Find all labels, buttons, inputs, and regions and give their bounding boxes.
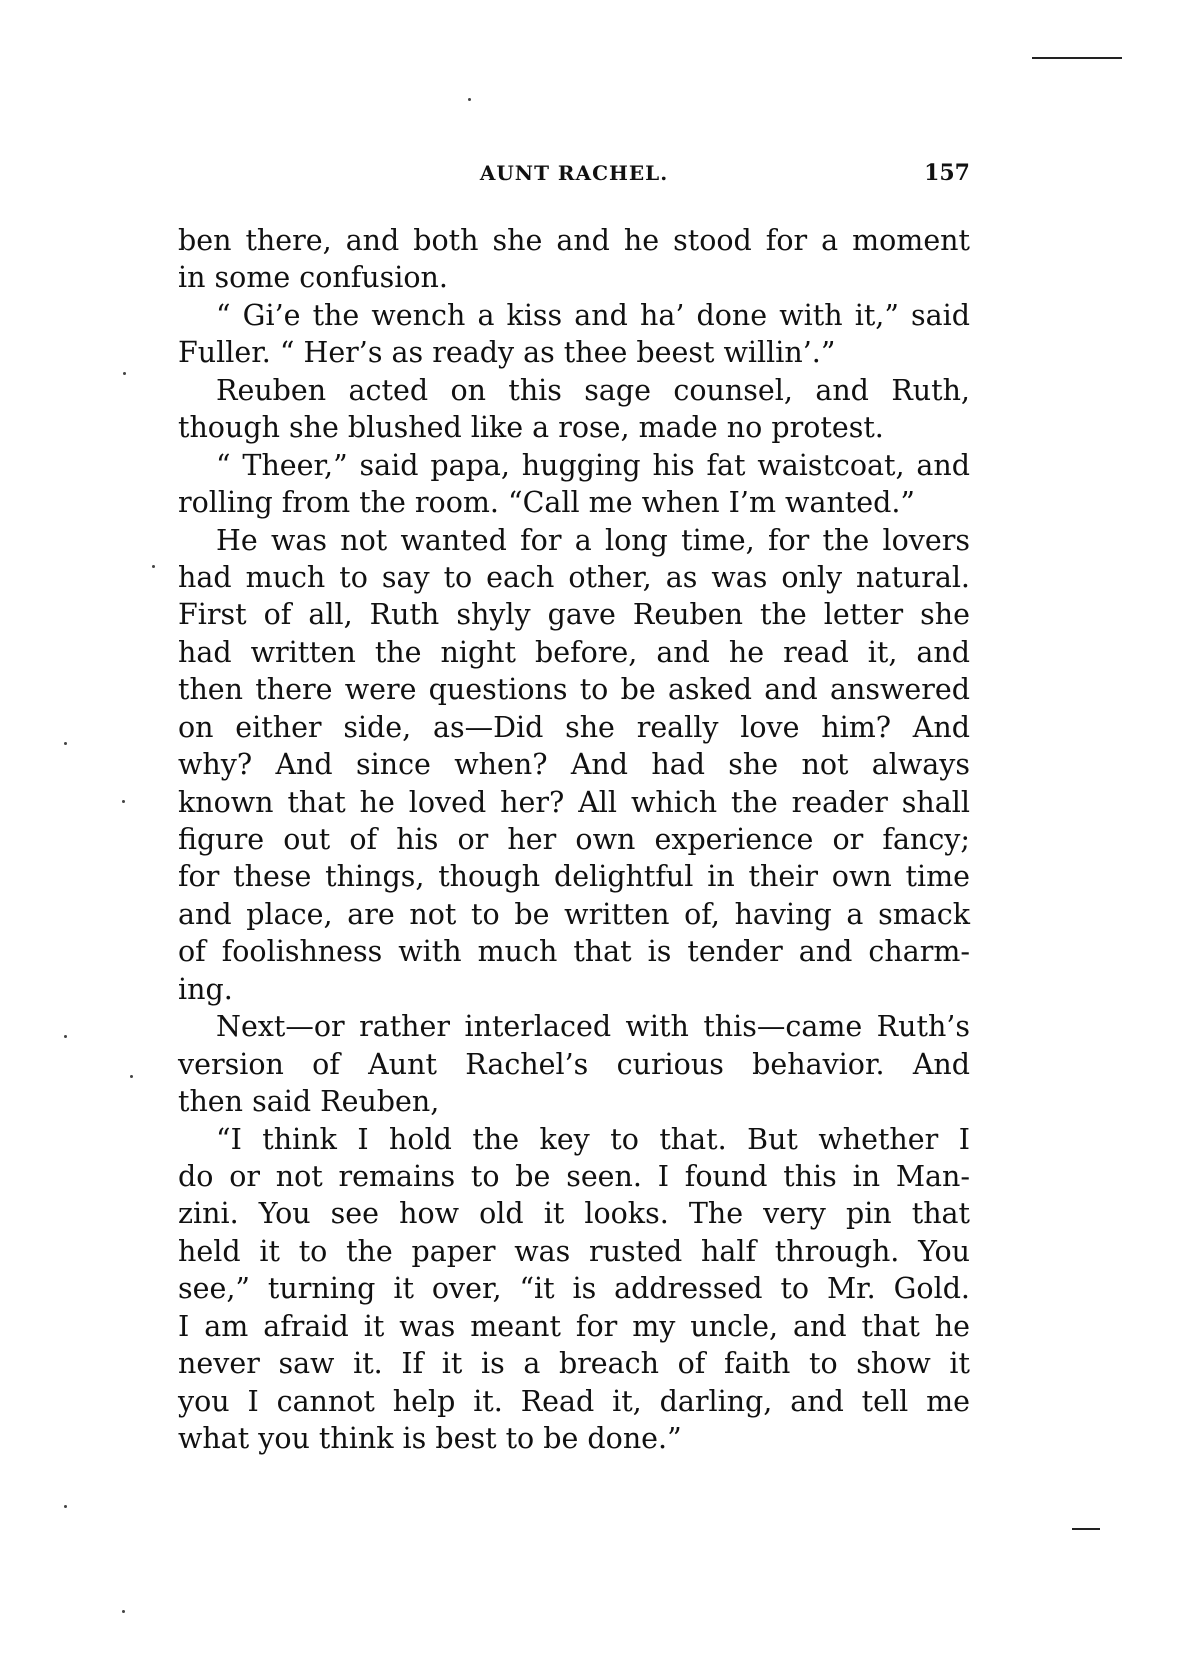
text-line: and place, are not to be written of, having a smack (178, 897, 970, 931)
text-line: of foolishness with much that is tender and charm- (178, 935, 970, 969)
text-line: I am afraid it was meant for my uncle, and that he (178, 1309, 970, 1343)
print-speck (130, 1075, 133, 1078)
print-speck (64, 1505, 67, 1508)
text-line: never saw it. If it is a breach of faith to show it (178, 1347, 970, 1381)
text-line: Reuben acted on this sage counsel, and Ruth, (216, 373, 970, 407)
text-line: Next—or rather interlaced with this—came Ruth’s (216, 1010, 970, 1044)
text-line: version of Aunt Rachel’s curious behavior. And (178, 1047, 970, 1081)
edge-rule-bottom (1072, 1528, 1100, 1530)
text-line: Fuller. “ Her’s as ready as thee beest willin’.” (178, 336, 836, 370)
text-line: held it to the paper was rusted half through. You (178, 1234, 970, 1268)
page-number: 157 (924, 160, 970, 186)
print-speck (64, 742, 67, 745)
print-speck (152, 565, 155, 568)
print-speck (64, 1035, 67, 1038)
text-line: figure out of his or her own experience or fancy; (178, 823, 970, 856)
print-speck (122, 800, 125, 803)
body-text (178, 222, 970, 1457)
print-speck (122, 1610, 125, 1613)
running-title: AUNT RACHEL. (479, 161, 669, 185)
text-line: had much to say to each other, as was only natural. (178, 560, 970, 594)
text-line: you I cannot help it. Read it, darling, and tell me (178, 1384, 970, 1418)
text-line: for these things, though delightful in their own time (178, 860, 970, 894)
text-line: He was not wanted for a long time, for the lovers (216, 523, 970, 557)
text-line: in some confusion. (178, 261, 448, 295)
text-line: why? And since when? And had she not always (178, 748, 970, 782)
text-line: on either side, as—Did she really love him? And (178, 710, 970, 744)
text-line: though she blushed like a rose, made no protest. (178, 411, 884, 445)
text-line: what you think is best to be done.” (178, 1422, 682, 1455)
text-line: First of all, Ruth shyly gave Reuben the letter she (178, 598, 970, 632)
text-line: rolling from the room. “Call me when I’m wanted.” (178, 486, 915, 520)
text-line: ben there, and both she and he stood for a moment (178, 224, 970, 257)
edge-rule-top (1032, 57, 1122, 59)
text-line: then said Reuben, (178, 1085, 440, 1119)
text-line: “ Theer,” said papa, hugging his fat waistcoat, and (216, 448, 970, 482)
text-line: do or not remains to be seen. I found this in Man- (178, 1159, 970, 1193)
text-line: known that he loved her? All which the reader shall (178, 785, 970, 819)
text-line: “ Gi’e the wench a kiss and ha’ done with it,” said (216, 298, 970, 332)
text-line: had written the night before, and he read it, and (178, 635, 970, 669)
text-line: zini. You see how old it looks. The very pin that (178, 1197, 970, 1231)
running-header (178, 158, 970, 188)
print-speck (468, 98, 471, 101)
print-speck (123, 372, 126, 375)
text-line: then there were questions to be asked and answered (178, 673, 970, 707)
text-line: ing. (178, 972, 233, 1006)
text-line: see,” turning it over, “it is addressed to Mr. Gold. (178, 1272, 970, 1306)
text-line: “I think I hold the key to that. But whether I (216, 1122, 970, 1156)
